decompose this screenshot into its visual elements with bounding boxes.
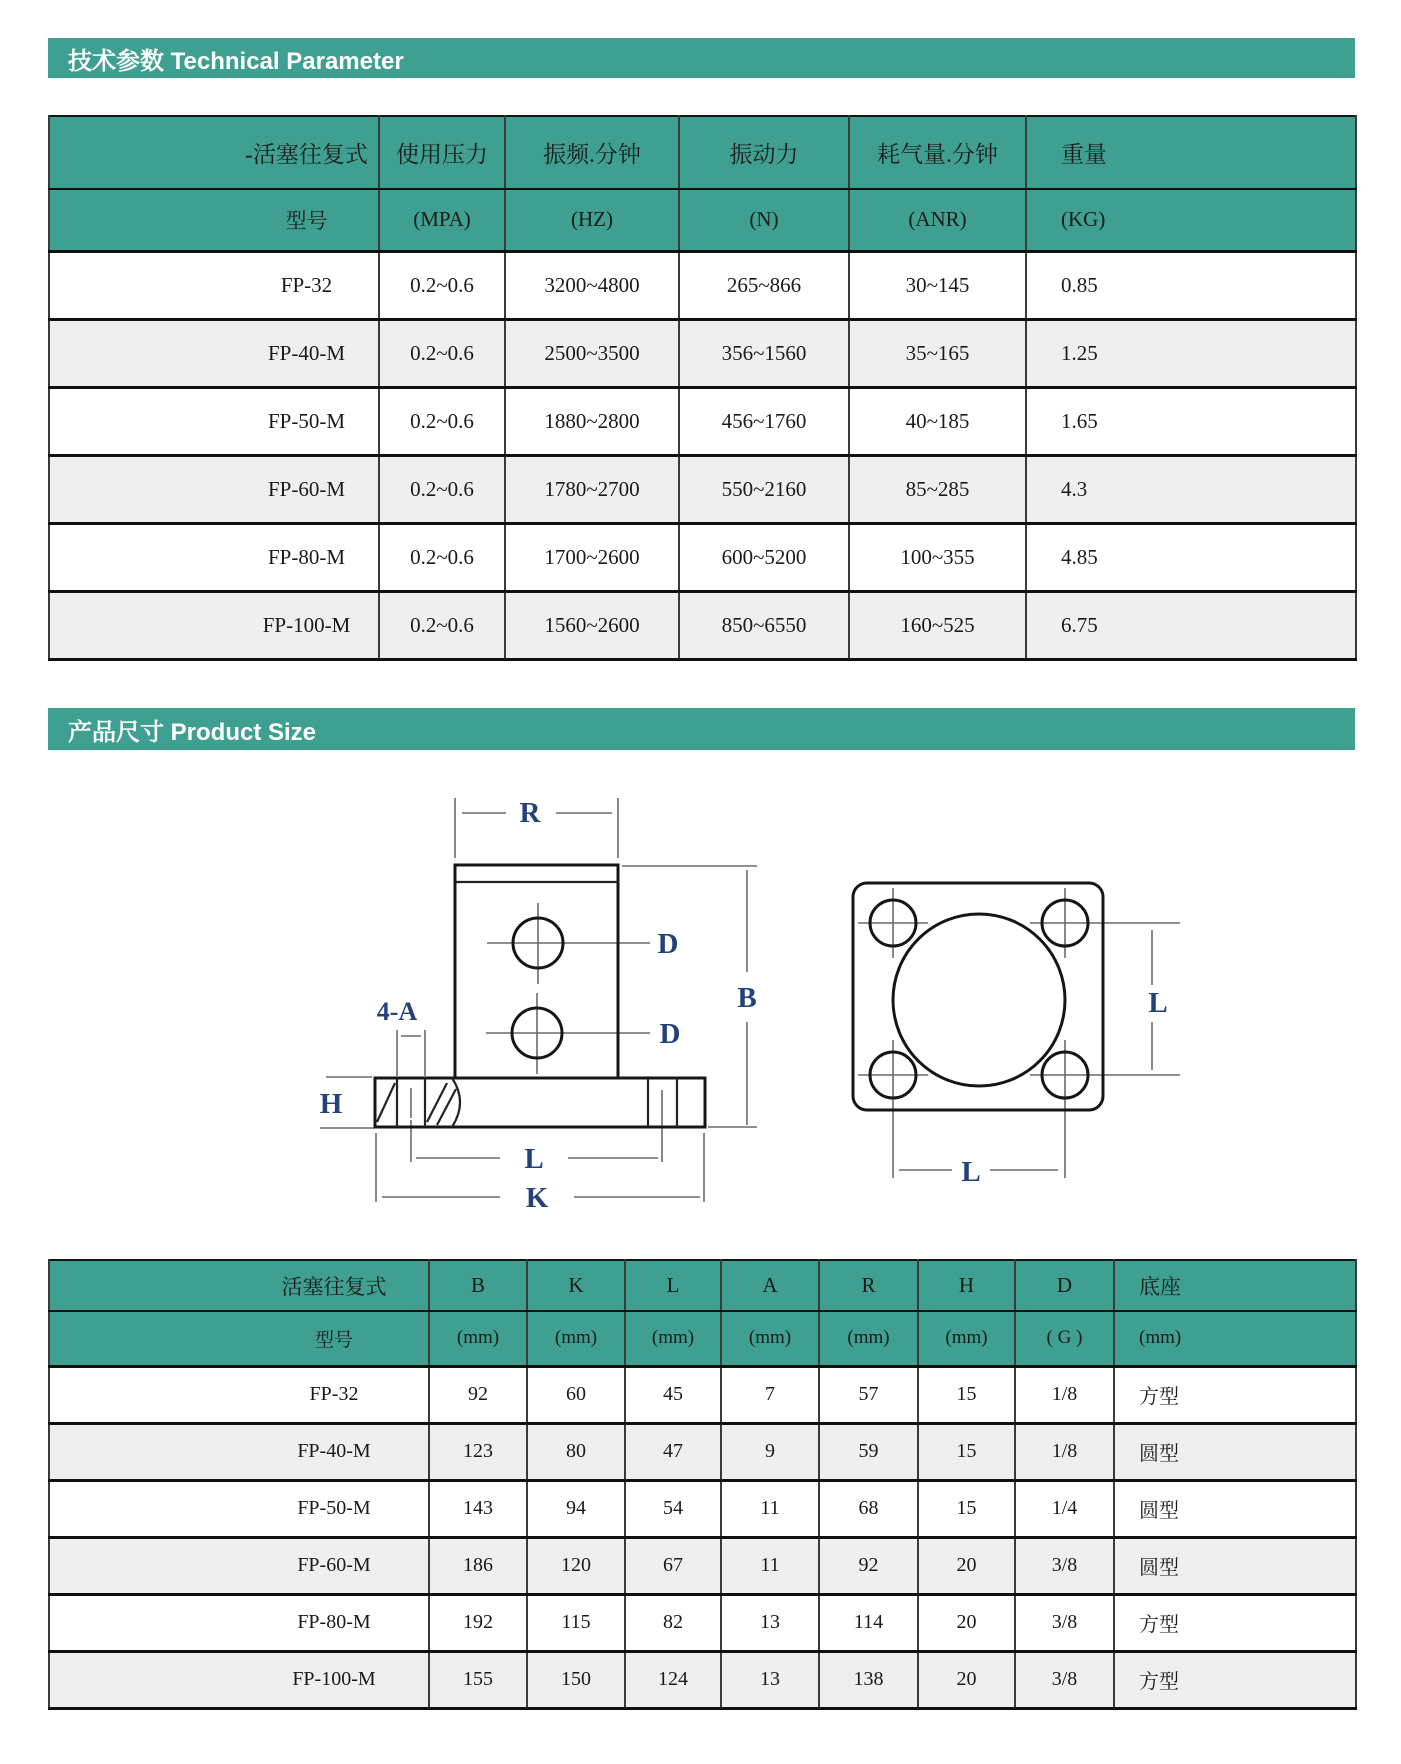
table-cell: 4.3 [1026,455,1356,523]
table-cell: 9 [721,1423,819,1480]
table-cell: 0.85 [1026,251,1356,319]
table-cell: 3/8 [1015,1651,1114,1708]
table-cell: 356~1560 [679,319,849,387]
column-subheader: (N) [679,189,849,251]
table-cell: 3/8 [1015,1537,1114,1594]
flange-bolt-hole-br [1042,1052,1088,1098]
table-row [49,251,1356,319]
table-cell: FP-100-M [49,1651,429,1708]
table-cell: 0.2~0.6 [379,591,505,659]
table-row [49,1537,1356,1594]
column-subheader: (MPA) [379,189,505,251]
table-cell: 13 [721,1651,819,1708]
table-cell: 7 [721,1366,819,1423]
table-row [49,523,1356,591]
table-cell: 6.75 [1026,591,1356,659]
table-cell: 40~185 [849,387,1026,455]
dim-label-k: K [525,1182,549,1214]
table-row [49,387,1356,455]
column-subheader: (mm) [429,1311,527,1366]
table-cell: 方型 [1114,1651,1356,1708]
table-row [49,455,1356,523]
dim-label-l-bottom: L [961,1156,981,1188]
table-cell: 155 [429,1651,527,1708]
mount-hole-bottom [512,1008,562,1058]
column-header: H [918,1260,1015,1311]
table-cell: 92 [819,1537,918,1594]
table-cell: 4.85 [1026,523,1356,591]
table-cell: 1780~2700 [505,455,679,523]
column-header: K [527,1260,625,1311]
table-header-row [49,1260,1356,1311]
table-cell: 15 [918,1366,1015,1423]
flange-bolt-hole-bl [870,1052,916,1098]
table-cell: 15 [918,1480,1015,1537]
table-cell: 550~2160 [679,455,849,523]
table-cell: 3/8 [1015,1594,1114,1651]
dim-label-d-top: D [657,928,679,960]
table-cell: 100~355 [849,523,1026,591]
column-subheader: (mm) [819,1311,918,1366]
table-cell: 45 [625,1366,721,1423]
table-cell: 35~165 [849,319,1026,387]
table-cell: 20 [918,1537,1015,1594]
table-cell: 20 [918,1594,1015,1651]
table-cell: 0.2~0.6 [379,387,505,455]
table-cell: FP-40-M [49,319,379,387]
column-header: 振频.分钟 [505,116,679,189]
section-title-product-size: 产品尺寸 Product Size [68,718,317,746]
table-cell: FP-80-M [49,1594,429,1651]
table-cell: 80 [527,1423,625,1480]
table-cell: 圆型 [1114,1480,1356,1537]
column-subheader: (mm) [1114,1311,1356,1366]
table-cell: 2500~3500 [505,319,679,387]
table-cell: 54 [625,1480,721,1537]
table-cell: 30~145 [849,251,1026,319]
table-cell: FP-100-M [49,591,379,659]
section-header-product-size [48,708,1355,750]
column-header: A [721,1260,819,1311]
table-cell: 47 [625,1423,721,1480]
table-cell: 114 [819,1594,918,1651]
dim-label-l-right: L [1148,987,1168,1019]
column-header: 活塞往复式 [49,1260,429,1311]
table-row [49,319,1356,387]
table-cell: 123 [429,1423,527,1480]
table-cell: 1/8 [1015,1366,1114,1423]
column-subheader: ( G ) [1015,1311,1114,1366]
tech-table-body [49,251,1356,659]
table-row [49,1423,1356,1480]
column-subheader: 型号 [49,189,379,251]
table-cell: 85~285 [849,455,1026,523]
column-header: 底座 [1114,1260,1356,1311]
table-cell: 1560~2600 [505,591,679,659]
table-cell: 1.65 [1026,387,1356,455]
table-cell: 92 [429,1366,527,1423]
dim-label-b: B [737,982,757,1014]
table-cell: 0.2~0.6 [379,455,505,523]
dim-label-r: R [519,797,541,829]
table-cell: 3200~4800 [505,251,679,319]
column-subheader: (mm) [625,1311,721,1366]
table-cell: 1/8 [1015,1423,1114,1480]
table-cell: FP-32 [49,1366,429,1423]
table-cell: 138 [819,1651,918,1708]
table-row [49,1594,1356,1651]
vibrator-body-outline [455,865,618,1078]
table-cell: 15 [918,1423,1015,1480]
table-cell: 850~6550 [679,591,849,659]
table-row [49,1651,1356,1708]
table-cell: 186 [429,1537,527,1594]
column-subheader: (KG) [1026,189,1356,251]
table-cell: 82 [625,1594,721,1651]
column-header: L [625,1260,721,1311]
table-cell: 265~866 [679,251,849,319]
table-cell: 方型 [1114,1366,1356,1423]
column-header: B [429,1260,527,1311]
tech-table-header [49,116,1356,251]
column-subheader: 型号 [49,1311,429,1366]
column-header: 振动力 [679,116,849,189]
table-cell: 13 [721,1594,819,1651]
table-cell: FP-40-M [49,1423,429,1480]
table-row [49,1480,1356,1537]
table-cell: 600~5200 [679,523,849,591]
dim-label-4a: 4-A [376,997,418,1026]
table-row [49,591,1356,659]
mount-hole-top [513,918,563,968]
table-cell: FP-60-M [49,1537,429,1594]
table-cell: 68 [819,1480,918,1537]
front-view-drawing [320,797,757,1214]
product-size-table [48,1259,1357,1710]
table-cell: 94 [527,1480,625,1537]
table-cell: 1700~2600 [505,523,679,591]
flange-center-bore [893,914,1065,1086]
table-cell: 67 [625,1537,721,1594]
flange-outline [853,883,1103,1110]
table-cell: 1880~2800 [505,387,679,455]
table-cell: 0.2~0.6 [379,319,505,387]
column-header: 重量 [1026,116,1356,189]
column-subheader: (mm) [527,1311,625,1366]
top-view-drawing [853,883,1180,1188]
table-cell: FP-50-M [49,387,379,455]
size-table-header [49,1260,1356,1366]
column-subheader: (mm) [721,1311,819,1366]
table-cell: 160~525 [849,591,1026,659]
table-cell: 圆型 [1114,1537,1356,1594]
table-cell: 1/4 [1015,1480,1114,1537]
column-header: 使用压力 [379,116,505,189]
flange-bolt-hole-tr [1042,900,1088,946]
column-header: 耗气量.分钟 [849,116,1026,189]
table-cell: FP-60-M [49,455,379,523]
table-cell: FP-80-M [49,523,379,591]
table-header-row [49,116,1356,189]
column-header: -活塞往复式 [49,116,379,189]
table-cell: 124 [625,1651,721,1708]
column-subheader: (HZ) [505,189,679,251]
base-plate-outline [375,1078,705,1127]
table-cell: 115 [527,1594,625,1651]
column-subheader: (mm) [918,1311,1015,1366]
table-cell: 192 [429,1594,527,1651]
table-header-row [49,189,1356,251]
section-header-technical-parameter [48,38,1355,78]
table-cell: FP-32 [49,251,379,319]
table-header-row [49,1311,1356,1366]
table-cell: 59 [819,1423,918,1480]
table-cell: 11 [721,1537,819,1594]
table-cell: 456~1760 [679,387,849,455]
dim-label-h: H [319,1088,343,1120]
column-header: R [819,1260,918,1311]
table-cell: 60 [527,1366,625,1423]
table-cell: 方型 [1114,1594,1356,1651]
table-cell: 0.2~0.6 [379,523,505,591]
section-title-technical-parameter: 技术参数 Technical Parameter [68,47,404,75]
table-cell: 143 [429,1480,527,1537]
table-cell: 0.2~0.6 [379,251,505,319]
table-cell: 1.25 [1026,319,1356,387]
table-cell: 11 [721,1480,819,1537]
flange-bolt-hole-tl [870,900,916,946]
column-header: D [1015,1260,1114,1311]
size-table-body [49,1366,1356,1708]
table-cell: 150 [527,1651,625,1708]
column-subheader: (ANR) [849,189,1026,251]
table-cell: 57 [819,1366,918,1423]
table-row [49,1366,1356,1423]
table-cell: 圆型 [1114,1423,1356,1480]
table-cell: 20 [918,1651,1015,1708]
table-cell: FP-50-M [49,1480,429,1537]
dim-label-d-bottom: D [659,1018,681,1050]
technical-parameter-table [48,115,1357,661]
dim-label-l: L [524,1143,544,1175]
table-cell: 120 [527,1537,625,1594]
